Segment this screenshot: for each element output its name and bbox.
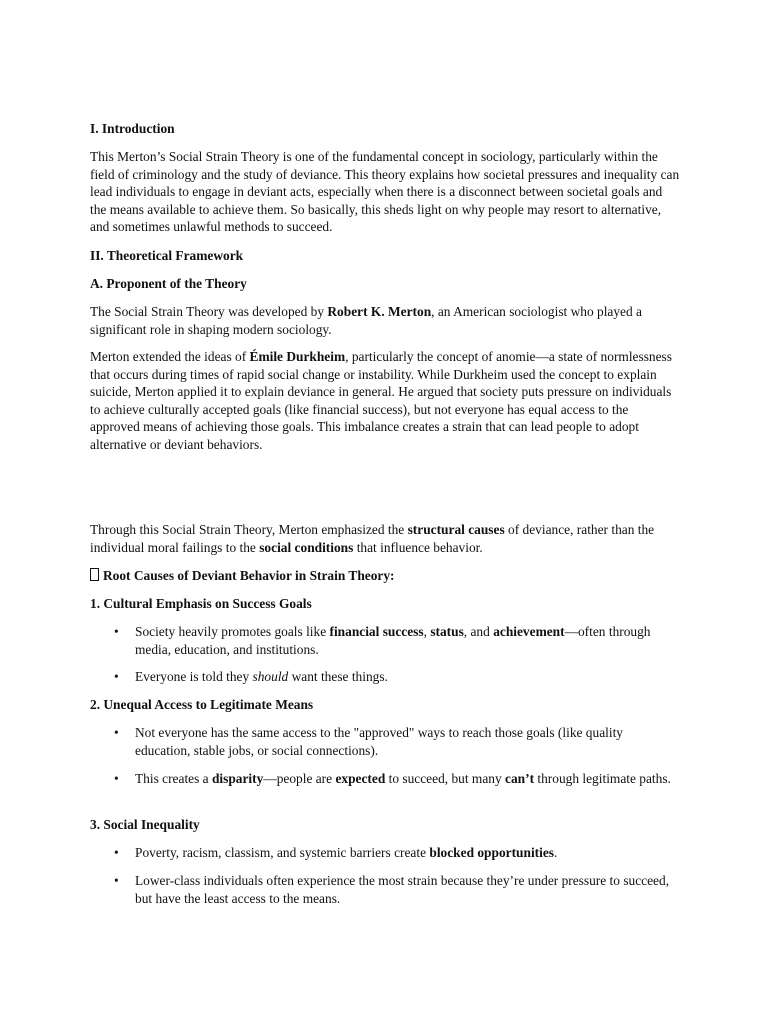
list-item: • Society heavily promotes goals like financial success, status, and achievement—often through media, education, and institutions. xyxy=(90,623,680,658)
root-causes-heading: Root Causes of Deviant Behavior in Strain Theory: xyxy=(90,567,680,585)
cause2-heading: 2. Unequal Access to Legitimate Means xyxy=(90,697,314,712)
cause3-list-2 xyxy=(90,872,680,907)
cause3-list xyxy=(90,844,680,862)
list-item: • Poverty, racism, classism, and systemic barriers create blocked opportunities. xyxy=(90,844,680,862)
cause3-heading: 3. Social Inequality xyxy=(90,817,200,832)
proponent-paragraph: The Social Strain Theory was developed by Robert K. Merton, an American sociologist who played a significant role in shaping modern sociology. xyxy=(90,304,642,337)
cause1-list-2 xyxy=(90,668,680,686)
cause2-list xyxy=(90,724,680,759)
list-item: • This creates a disparity—people are expected to succeed, but many can’t through legitimate paths. xyxy=(90,770,680,788)
cause1-list xyxy=(90,623,680,658)
cause2-list-2 xyxy=(90,770,680,788)
list-item: • Lower-class individuals often experience the most strain because they’re under pressure to succeed, but have the least access to the means. xyxy=(90,872,680,907)
durkheim-name: Émile Durkheim xyxy=(249,349,346,364)
intro-heading: I. Introduction xyxy=(90,121,175,136)
missing-glyph-box-icon xyxy=(90,568,99,581)
list-item: • Not everyone has the same access to the "approved" ways to reach those goals (like quality education, stable jobs, or social connections). xyxy=(90,724,680,759)
list-item: • Everyone is told they should want these things. xyxy=(90,668,680,686)
intro-paragraph: This Merton’s Social Strain Theory is one of the fundamental concept in sociology, particularly within the field of criminology and the study of deviance. This theory explains how societal pressures and inequality can lead individuals to engage in deviant acts, especially when there is a disconnect between societal goals and the means available to achieve them. So basically, this sheds light on why people may resort to alternative, and sometimes unlawful methods to succeed. xyxy=(90,149,680,235)
framework-heading: II. Theoretical Framework xyxy=(90,248,244,263)
merton-name: Robert K. Merton xyxy=(327,304,432,319)
durkheim-paragraph: Merton extended the ideas of Émile Durkheim, particularly the concept of anomie—a state of normlessness that occurs during times of rapid social change or instability. While Durkheim used the concept to explain suicide, Merton applied it to explain deviance in general. He argued that society puts pressure on individuals to achieve culturally accepted goals (like financial success), but not everyone has equal access to the approved means of achieving those goals. This imbalance creates a strain that can lead people to adopt alternative or deviant behaviors. xyxy=(90,349,672,452)
cause1-heading: 1. Cultural Emphasis on Success Goals xyxy=(90,596,312,611)
proponent-subheading: A. Proponent of the Theory xyxy=(90,276,247,291)
structural-causes-paragraph: Through this Social Strain Theory, Merton emphasized the structural causes of deviance, rather than the individual moral failings to the social conditions that influence behavior. xyxy=(90,522,655,555)
